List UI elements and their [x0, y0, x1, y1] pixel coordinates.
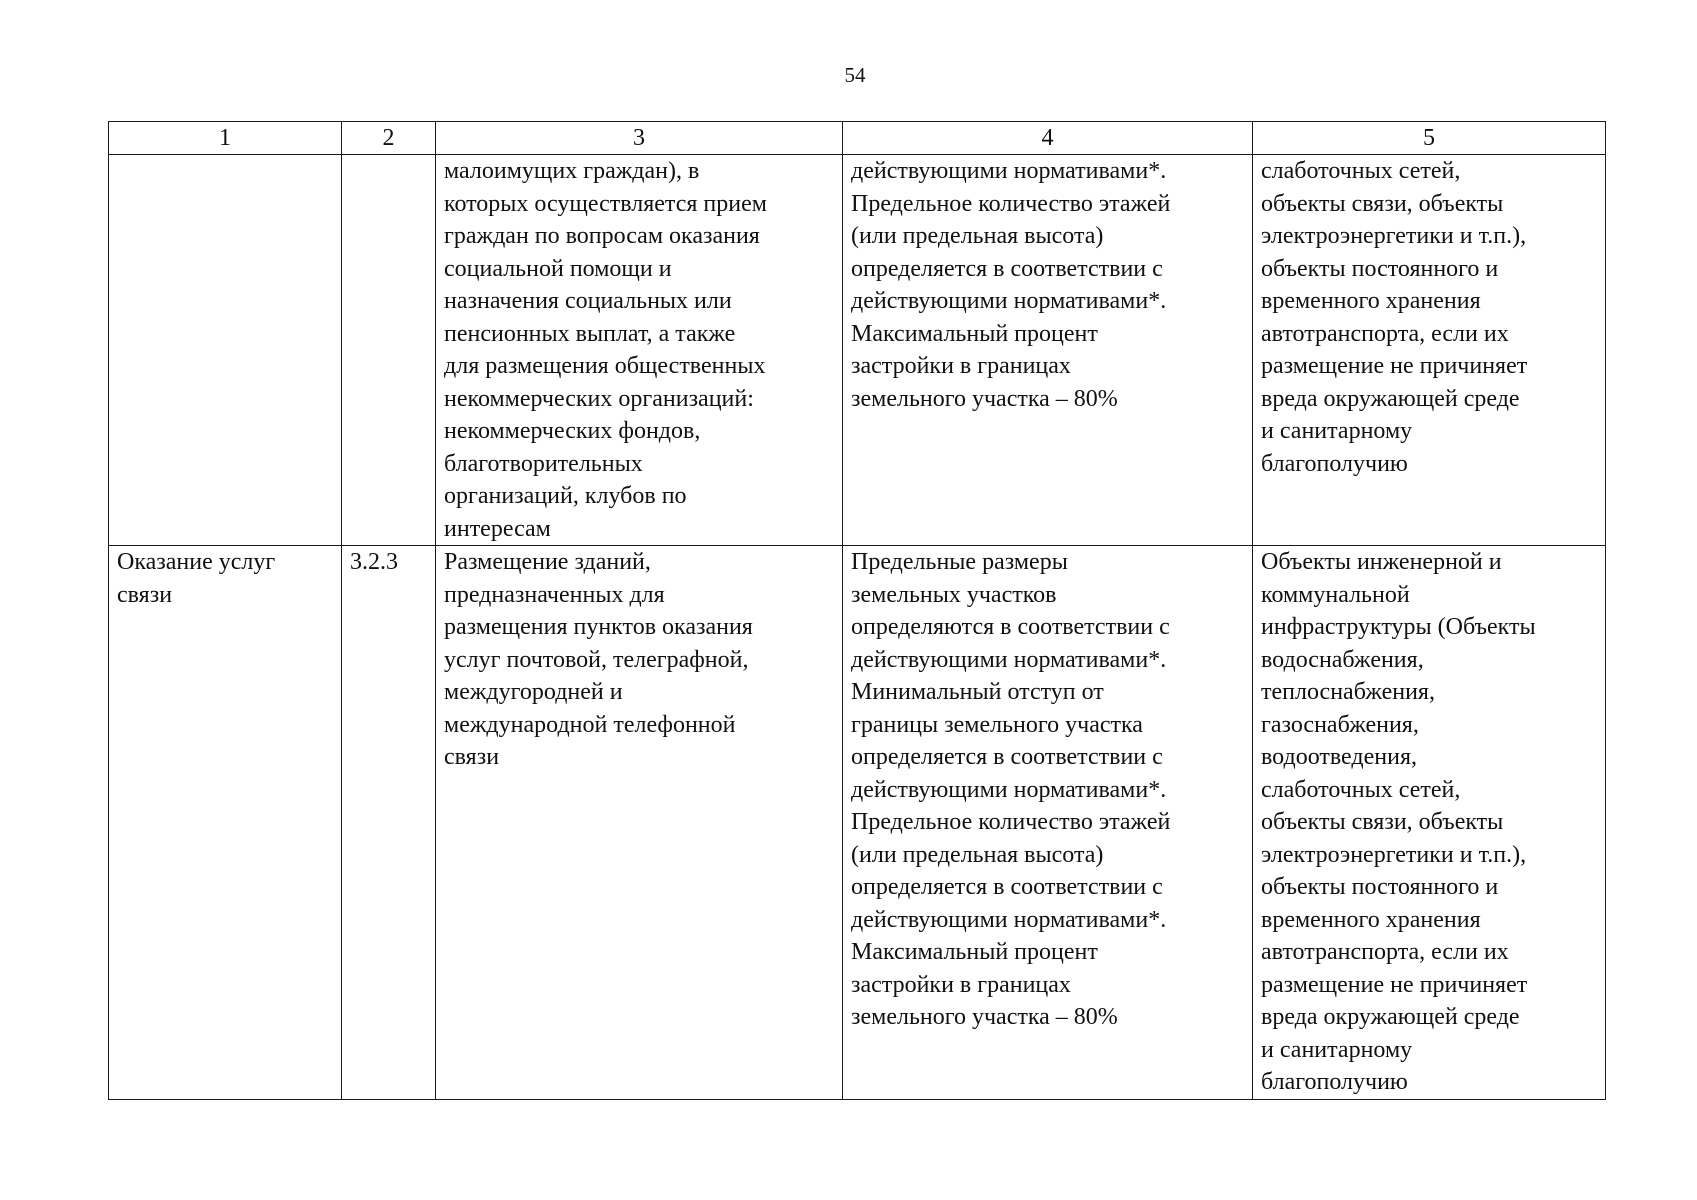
use-code-cell	[342, 155, 436, 546]
header-row	[109, 122, 1606, 155]
use-description-cell	[436, 546, 843, 1100]
use-name-cell	[109, 155, 342, 546]
header-col-1: 1	[109, 122, 342, 155]
table-row	[109, 155, 1606, 546]
parameters-cell	[843, 546, 1253, 1100]
header-col-2: 2	[342, 122, 436, 155]
table-header	[109, 122, 1606, 155]
use-code-cell	[342, 546, 436, 1100]
auxiliary-uses-cell	[1253, 546, 1606, 1100]
use-description-cell	[436, 155, 843, 546]
page-number: 54	[844, 63, 866, 87]
auxiliary-uses-text: слаботочных сетей, объекты связи, объекты электроэнергетики и т.п.), объекты постоянного и временного хранения автотранспорта, если их размещение не причиняет вреда окружающей среде и санитарному благополучию	[1261, 158, 1528, 477]
table-body	[109, 155, 1606, 1100]
use-description-text: Размещение зданий, предназначенных для размещения пунктов оказания услуг почтовой, телеграфной, междугородней и международной телефонной связи	[444, 549, 753, 770]
parameters-text: действующими нормативами*. Предельное количество этажей (или предельная высота) определяется в соответствии с действующими нормативами*. Максимальный процент застройки в границах земельного участка – 80%	[851, 158, 1171, 412]
use-description-text: малоимущих граждан), в которых осуществляется прием граждан по вопросам оказания социальной помощи и назначения социальных или пенсионных выплат, а также для размещения общественных некоммерческих организаций: некоммерческих фондов, благотворительных организаций, клубов по интересам	[444, 158, 767, 542]
table-row	[109, 546, 1606, 1100]
header-col-5: 5	[1253, 122, 1606, 155]
land-use-table	[108, 121, 1606, 1100]
use-code-text: 3.2.3	[350, 549, 398, 575]
parameters-text: Предельные размеры земельных участков определяются в соответствии с действующими нормативами*. Минимальный отступ от границы земельного участка определяется в соответствии с действующими нормативами*. Предельное количество этажей (или предельная высота) определяется в соответствии с действующими нормативами*. Максимальный процент застройки в границах земельного участка – 80%	[851, 549, 1171, 1030]
header-col-3: 3	[436, 122, 843, 155]
parameters-cell	[843, 155, 1253, 546]
auxiliary-uses-text: Объекты инженерной и коммунальной инфраструктуры (Объекты водоснабжения, теплоснабжения, газоснабжения, водоотведения, слаботочных сетей, объекты связи, объекты электроэнергетики и т.п.), объекты постоянного и временного хранения автотранспорта, если их размещение не причиняет вреда окружающей среде и санитарному благополучию	[1261, 549, 1536, 1095]
header-col-4: 4	[843, 122, 1253, 155]
use-name-text: Оказание услуг связи	[117, 549, 276, 608]
use-name-cell	[109, 546, 342, 1100]
auxiliary-uses-cell	[1253, 155, 1606, 546]
